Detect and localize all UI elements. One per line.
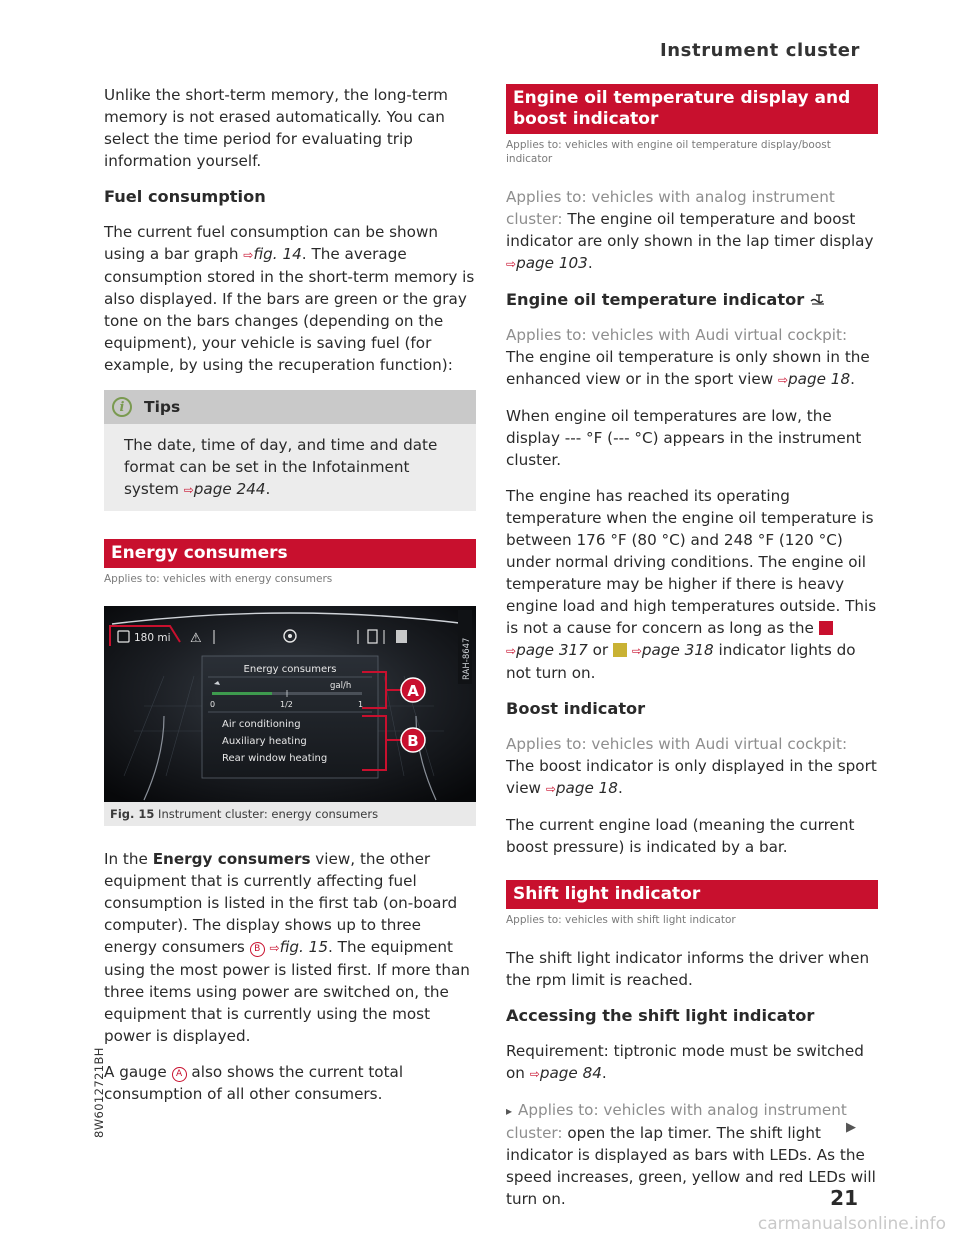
oil-paragraph-3: When engine oil temperatures are low, the display --- °F (--- °C) appears in the instrument cluster.: [506, 407, 862, 469]
tips-body: The date, time of day, and time and date format can be set in the Infotainment system ⇨page 244.: [124, 436, 438, 498]
tips-header: [104, 390, 476, 424]
arrow-icon: ⇨: [506, 644, 517, 658]
fig-14-link[interactable]: fig. 14: [253, 245, 302, 263]
scale-half: 1/2: [280, 700, 293, 709]
consumer-item: Rear window heating: [222, 753, 328, 764]
arrow-icon: ⇨: [631, 644, 642, 658]
oil-paragraph-1: Applies to: vehicles with analog instrument cluster: The engine oil temperature and boost indicator are only shown in the lap timer display ⇨page 103.: [506, 188, 874, 272]
fuel-consumption-heading: Fuel consumption: [104, 187, 266, 206]
figure-instrument-cluster: [104, 606, 476, 802]
page-244-link[interactable]: page 244: [193, 480, 266, 498]
arrow-icon: ⇨: [506, 257, 517, 271]
figure-code: RAH-8647: [462, 637, 472, 680]
info-icon: i: [112, 397, 132, 417]
callout-a-ref: A: [172, 1067, 187, 1082]
cluster-graphic: [104, 606, 476, 802]
consumer-item: Air conditioning: [222, 719, 301, 730]
oil-temperature-heading: Engine oil temperature display and boost indicator: [506, 84, 878, 134]
shift-light-heading: Shift light indicator: [506, 880, 878, 909]
page-84-link[interactable]: page 84: [539, 1064, 602, 1082]
fig-15-link[interactable]: fig. 15: [279, 938, 329, 956]
yellow-warning-icon: [613, 643, 627, 657]
page-318-link[interactable]: page 318: [641, 641, 714, 659]
scale-zero: 0: [210, 700, 216, 709]
access-bullet: ▸ Applies to: vehicles with analog instrument cluster: open the lap timer. The shift light indicator is displayed as bars with LEDs. As the speed increases, green, yellow and red LEDs will turn on.: [506, 1101, 876, 1208]
shift-light-applies: Applies to: vehicles with shift light indicator: [506, 914, 736, 926]
oil-temperature-icon: [810, 294, 828, 306]
gauge-paragraph: A gauge A also shows the current total consumption of all other consumers.: [104, 1063, 404, 1103]
energy-paragraph: In the Energy consumers view, the other equipment that is currently affecting fuel consumption is listed in the first tab (on-board computer). The display shows up to three energy consumers B ⇨fig. 15. The equipment using the most power is listed first. If more than three items using power are switched on, the equipment that is currently using the most power is displayed.: [104, 850, 470, 1045]
bullet-triangle-icon: ▸: [506, 1104, 513, 1118]
consumption-bar: [212, 692, 272, 695]
page-header-title: Instrument cluster: [659, 40, 860, 61]
boost-paragraph-2: The current engine load (meaning the current boost pressure) is indicated by a bar.: [506, 816, 855, 856]
oil-temperature-applies: Applies to: vehicles with engine oil temperature display/boost indicator: [506, 139, 831, 165]
unit-label: gal/h: [330, 681, 352, 691]
consumer-item: Auxiliary heating: [222, 736, 307, 747]
red-warning-icon: [819, 621, 833, 635]
arrow-icon: ⇨: [243, 248, 254, 262]
arrow-icon: ⇨: [183, 483, 194, 497]
boost-paragraph-1: Applies to: vehicles with Audi virtual cockpit: The boost indicator is only displayed in the sport view ⇨page 18.: [506, 735, 877, 797]
fuel-consumption-paragraph: The current fuel consumption can be shown using a bar graph ⇨fig. 14. The average consumption stored in the short-term memory is also displayed. If the bars are green or the gray tone on the bars changes (depending on the equipment), your vehicle is saving fuel (for example, by using the recuperation function):: [104, 223, 475, 374]
energy-consumers-heading: Energy consumers: [104, 539, 476, 568]
page-103-link[interactable]: page 103: [516, 254, 588, 272]
tips-box: [104, 390, 476, 511]
page-317-link[interactable]: page 317: [516, 641, 588, 659]
left-column: [104, 84, 476, 1119]
document-code: 8W6012721BH: [92, 1047, 106, 1138]
accessing-shift-light-heading: Accessing the shift light indicator: [506, 1006, 815, 1025]
page-18-link[interactable]: page 18: [788, 370, 851, 388]
figure-caption: Fig. 15 Instrument cluster: energy consumers: [104, 802, 476, 826]
boost-indicator-heading: Boost indicator: [506, 699, 646, 718]
energy-consumers-applies: Applies to: vehicles with energy consumers: [104, 573, 333, 585]
shift-paragraph-1: The shift light indicator informs the driver when the rpm limit is reached.: [506, 949, 870, 989]
warning-icon: ⚠: [190, 631, 202, 646]
right-column: [506, 84, 878, 1224]
intro-paragraph: Unlike the short-term memory, the long-term memory is not erased automatically. You can select the time period for evaluating trip information yourself.: [104, 86, 448, 170]
arrow-icon: ⇨: [269, 941, 280, 955]
callout-b-ref: B: [250, 942, 265, 957]
range-readout: 180 mi: [134, 632, 171, 644]
oil-indicator-heading: Engine oil temperature indicator: [506, 289, 878, 311]
panel-title: Energy consumers: [243, 664, 337, 675]
continue-arrow-icon: ▶: [846, 1120, 856, 1135]
tips-title: Tips: [144, 398, 181, 416]
callout-b-label: B: [407, 732, 419, 750]
car-icon: [396, 630, 407, 643]
arrow-icon: ⇨: [777, 373, 789, 387]
figure-number: Fig. 15: [110, 807, 155, 821]
arrow-icon: ⇨: [529, 1067, 540, 1081]
arrow-icon: ⇨: [545, 782, 556, 796]
callout-a-label: A: [407, 682, 419, 700]
watermark: carmanualsonline.info: [757, 1214, 946, 1234]
page-18-link[interactable]: page 18: [555, 779, 618, 797]
oil-paragraph-2: Applies to: vehicles with Audi virtual cockpit: The engine oil temperature is only shown in the enhanced view or in the sport view ⇨page 18.: [506, 326, 870, 388]
access-paragraph-1: Requirement: tiptronic mode must be switched on ⇨page 84.: [506, 1042, 864, 1082]
oil-paragraph-4: The engine has reached its operating temperature when the engine oil temperature is between 176 °F (80 °C) and 248 °F (120 °C) under normal driving conditions. The engine oil temperature may be higher if there is heavy engine load and high temperatures outside. This is not a cause for concern as long as the ⇨page 317 or ⇨page 318 indicator lights do not turn on.: [506, 487, 877, 682]
page-number: 21: [830, 1186, 858, 1210]
scale-one: 1: [358, 700, 364, 709]
